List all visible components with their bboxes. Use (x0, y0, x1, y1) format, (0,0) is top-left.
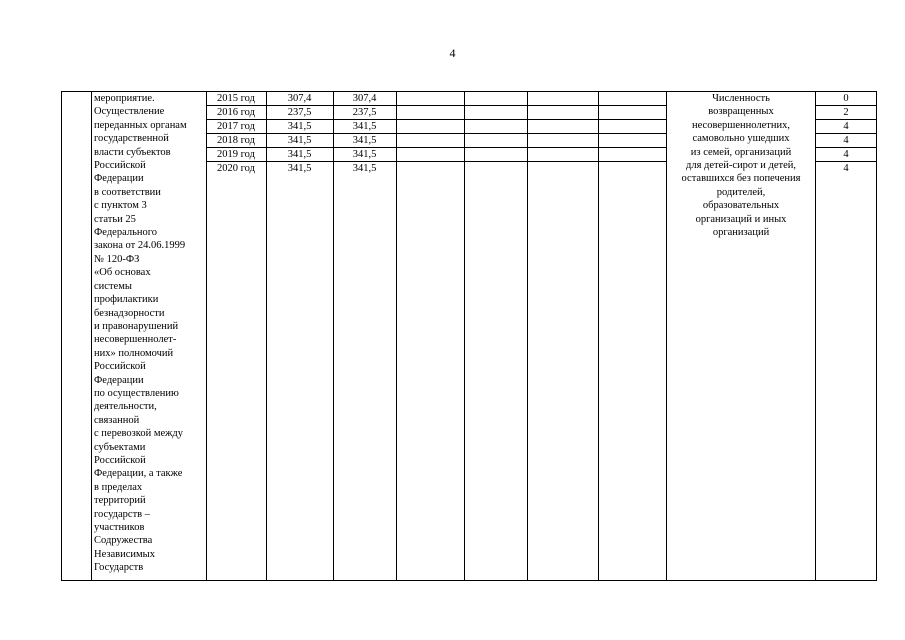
federal-cell: 237,5 (352, 107, 377, 118)
total-cell: 341,5 (287, 135, 312, 146)
total-cell: 341,5 (287, 163, 312, 174)
column-border (527, 91, 528, 581)
year-cell: 2018 год (217, 135, 255, 146)
column-border (464, 91, 465, 581)
total-cell: 341,5 (287, 149, 312, 160)
total-cell: 307,4 (287, 93, 312, 104)
year-cell: 2016 год (217, 107, 255, 118)
column-border (666, 91, 667, 581)
event-description: мероприятие. Осуществление переданных органам государственной власти субъектов Российской Федерации в соответствии с пунктом 3 статьи 25 Федерального закона от 24.06.1999 № 120-ФЗ «Об основах системы профилактики безнадзорности и правонарушений несовершеннолет- них» полномочий Российской Федерации по осуществлению деятельности, связанной с перевозкой между субъектами Российской Федерации, а также в пределах территорий государств – участников Содружества Независимых Государств (94, 93, 187, 574)
year-cell: 2017 год (217, 121, 255, 132)
value-cell: 2 (843, 107, 849, 118)
column-border (876, 91, 877, 581)
indicator-name: Численность возвращенных несовершеннолетних, самовольно ушедших из семей, организаций для детей-сирот и детей, оставшихся без попечения родителей, образовательных организаций и иных организаций (681, 93, 801, 239)
federal-cell: 307,4 (352, 93, 377, 104)
value-cell: 0 (843, 93, 849, 104)
column-border (91, 91, 92, 581)
federal-cell: 341,5 (352, 163, 377, 174)
value-cell: 4 (843, 149, 849, 160)
total-cell: 341,5 (287, 121, 312, 132)
federal-cell: 341,5 (352, 135, 377, 146)
value-cell: 4 (843, 163, 849, 174)
column-border (396, 91, 397, 581)
table-bottom-border (61, 580, 876, 581)
year-cell: 2020 год (217, 163, 255, 174)
year-cell: 2015 год (217, 93, 255, 104)
page-number: 4 (449, 46, 456, 60)
value-cell: 4 (843, 121, 849, 132)
column-border (61, 91, 62, 581)
total-cell: 237,5 (287, 107, 312, 118)
federal-cell: 341,5 (352, 149, 377, 160)
column-border (598, 91, 599, 581)
value-cell: 4 (843, 135, 849, 146)
year-cell: 2019 год (217, 149, 255, 160)
federal-cell: 341,5 (352, 121, 377, 132)
